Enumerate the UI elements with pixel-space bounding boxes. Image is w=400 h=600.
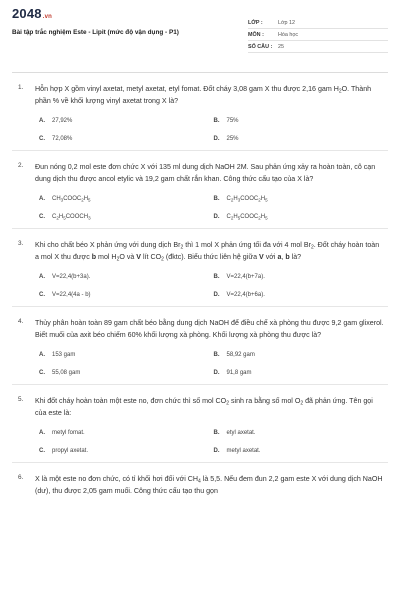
option-text: 153 gam	[52, 352, 76, 358]
option-letter: A.	[39, 196, 45, 202]
document-title: Bài tập trắc nghiệm Este - Lipit (mức độ vận dụng - P1)	[12, 29, 179, 36]
answer-option[interactable]	[39, 352, 214, 358]
question-row	[12, 395, 388, 419]
logo-sub: .vn	[42, 14, 53, 20]
answer-option[interactable]	[39, 196, 214, 202]
option-text: $CH_3COOC_2H_5$	[52, 196, 91, 203]
meta-value: Lớp 12	[278, 19, 296, 26]
option-text: metyl fomat.	[52, 430, 85, 436]
option-text: V=22,4(b+3a).	[52, 274, 91, 280]
option-text: V=22,4(b+6a).	[226, 292, 265, 298]
meta-table	[248, 6, 388, 62]
question-item	[12, 229, 388, 307]
answer-option[interactable]	[39, 370, 214, 376]
question-item	[12, 463, 388, 505]
option-text: V=22,4(4a - b)	[52, 292, 91, 298]
answer-option[interactable]	[214, 352, 389, 358]
meta-value: 25	[278, 43, 284, 50]
option-text: 75%	[226, 118, 239, 124]
question-text: Khi đốt cháy hoàn toàn một este no, đơn chức thì số mol $CO_2$ sinh ra bằng số mol $O_2$ đã phản ứng. Tên gọi của este là:	[35, 397, 373, 417]
option-text: $C_2H_5COOC_2H_5$	[226, 214, 268, 221]
question-number: 1.	[18, 84, 24, 91]
option-text: 58,92 gam	[226, 352, 255, 358]
answer-option[interactable]	[214, 274, 389, 280]
option-letter: C.	[39, 214, 45, 220]
option-letter: A.	[39, 274, 45, 280]
option-letter: B.	[213, 352, 220, 358]
option-letter: C.	[39, 370, 45, 376]
answer-option[interactable]	[214, 136, 389, 142]
option-letter: C.	[39, 448, 45, 454]
option-letter: C.	[39, 292, 45, 298]
option-letter: B.	[213, 196, 220, 202]
option-letter: D.	[213, 214, 220, 220]
site-logo[interactable]	[12, 7, 237, 24]
answer-option[interactable]	[39, 118, 214, 124]
answer-option[interactable]	[214, 196, 389, 202]
question-item	[12, 307, 388, 385]
answer-option[interactable]	[39, 292, 214, 298]
option-letter: B.	[213, 274, 220, 280]
question-text: Thủy phân hoàn toàn 89 gam chất béo bằng dung dịch NaOH để điều chế xà phòng thu được 9,2 gam glixerol. Biết muối của axit béo chiếm 60% khối lượng xà phòng. Khối lượng xà phòng thu được là?	[35, 319, 384, 339]
meta-key: MÔN :	[248, 31, 264, 38]
question-item	[12, 385, 388, 463]
meta-row-subject	[248, 29, 388, 41]
answer-option[interactable]	[214, 292, 389, 298]
answer-option[interactable]	[39, 274, 214, 280]
option-text: $C_2H_5COOCH_3$	[52, 214, 91, 221]
option-text: 55,08 gam	[52, 370, 81, 376]
logo-main: 2048	[12, 6, 42, 21]
option-letter: B.	[213, 118, 220, 124]
meta-value: Hóa học	[278, 31, 299, 38]
answer-options	[39, 118, 388, 142]
answer-option[interactable]	[214, 430, 389, 436]
option-text: 25%	[226, 136, 239, 142]
question-list	[12, 73, 388, 505]
meta-row-count	[248, 41, 388, 53]
option-letter: C.	[39, 136, 45, 142]
question-row	[12, 161, 388, 185]
question-number: 2.	[18, 162, 24, 169]
answer-option[interactable]	[39, 136, 214, 142]
option-letter: A.	[39, 430, 45, 436]
question-number: 5.	[18, 396, 24, 403]
answer-option[interactable]	[39, 214, 214, 220]
question-text: Khi cho chất béo X phản ứng với dung dịch $Br_2$ thì 1 mol X phản ứng tối đa với 4 mol $Br_2$. Đốt cháy hoàn toàn a mol X thu được b mol $H_2O$ và V lít $CO_2$ (đktc). Biểu thức liên hệ giữa V với a, b là?	[35, 241, 380, 263]
option-letter: D.	[213, 136, 220, 142]
option-letter: D.	[213, 292, 220, 298]
answer-option[interactable]	[39, 430, 214, 436]
question-row	[12, 473, 388, 497]
question-text: X là một este no đơn chức, có tỉ khối hơi đối với $CH_4$ là 5,5. Nếu đem đun 2,2 gam este X với dung dịch NaOH (dư), thu được 2,05 gam muối. Công thức cấu tạo thu gọn	[35, 475, 383, 495]
answer-option[interactable]	[39, 448, 214, 454]
header	[12, 0, 388, 62]
answer-options	[39, 274, 388, 298]
option-text: 27,92%	[52, 118, 73, 124]
answer-option[interactable]	[214, 370, 389, 376]
option-text: 91,8 gam	[226, 370, 252, 376]
option-text: $C_2H_3COOC_2H_5$	[226, 196, 268, 203]
answer-option[interactable]	[214, 214, 389, 220]
option-letter: A.	[39, 118, 45, 124]
question-text: Đun nóng 0,2 mol este đơn chức X với 135 ml dung dịch NaOH 2M. Sau phản ứng xảy ra hoàn toàn, cô cạn dung dịch thu được ancol etylic và 19,2 gam chất rắn khan. Công thức cấu tạo của X là?	[35, 163, 376, 183]
question-item	[12, 151, 388, 229]
question-row	[12, 239, 388, 263]
answer-options	[39, 430, 388, 454]
option-letter: B.	[213, 430, 220, 436]
question-number: 4.	[18, 318, 24, 325]
answer-option[interactable]	[214, 448, 389, 454]
option-letter: D.	[213, 448, 220, 454]
option-text: etyl axetat.	[226, 430, 256, 436]
meta-key: LỚP :	[248, 19, 263, 26]
meta-key: SỐ CÂU :	[248, 43, 273, 50]
question-number: 3.	[18, 240, 24, 247]
option-text: V=22,4(b+7a).	[226, 274, 265, 280]
option-text: 72,08%	[52, 136, 73, 142]
question-text: Hỗn hợp X gồm vinyl axetat, metyl axetat, etyl fomat. Đốt cháy 3,08 gam X thu được 2,16 gam $H_2O$. Thành phần % về khối lượng vinyl axetat trong X là?	[35, 85, 372, 105]
question-item	[12, 73, 388, 151]
question-number: 6.	[18, 474, 24, 481]
answer-option[interactable]	[214, 118, 389, 124]
brand-block	[12, 6, 237, 62]
question-row	[12, 83, 388, 107]
option-text: propyl axetat.	[52, 448, 89, 454]
answer-options	[39, 196, 388, 220]
question-row	[12, 317, 388, 341]
meta-row-class	[248, 17, 388, 29]
answer-options	[39, 352, 388, 376]
option-letter: D.	[213, 370, 220, 376]
option-letter: A.	[39, 352, 45, 358]
option-text: metyl axetat.	[226, 448, 261, 454]
